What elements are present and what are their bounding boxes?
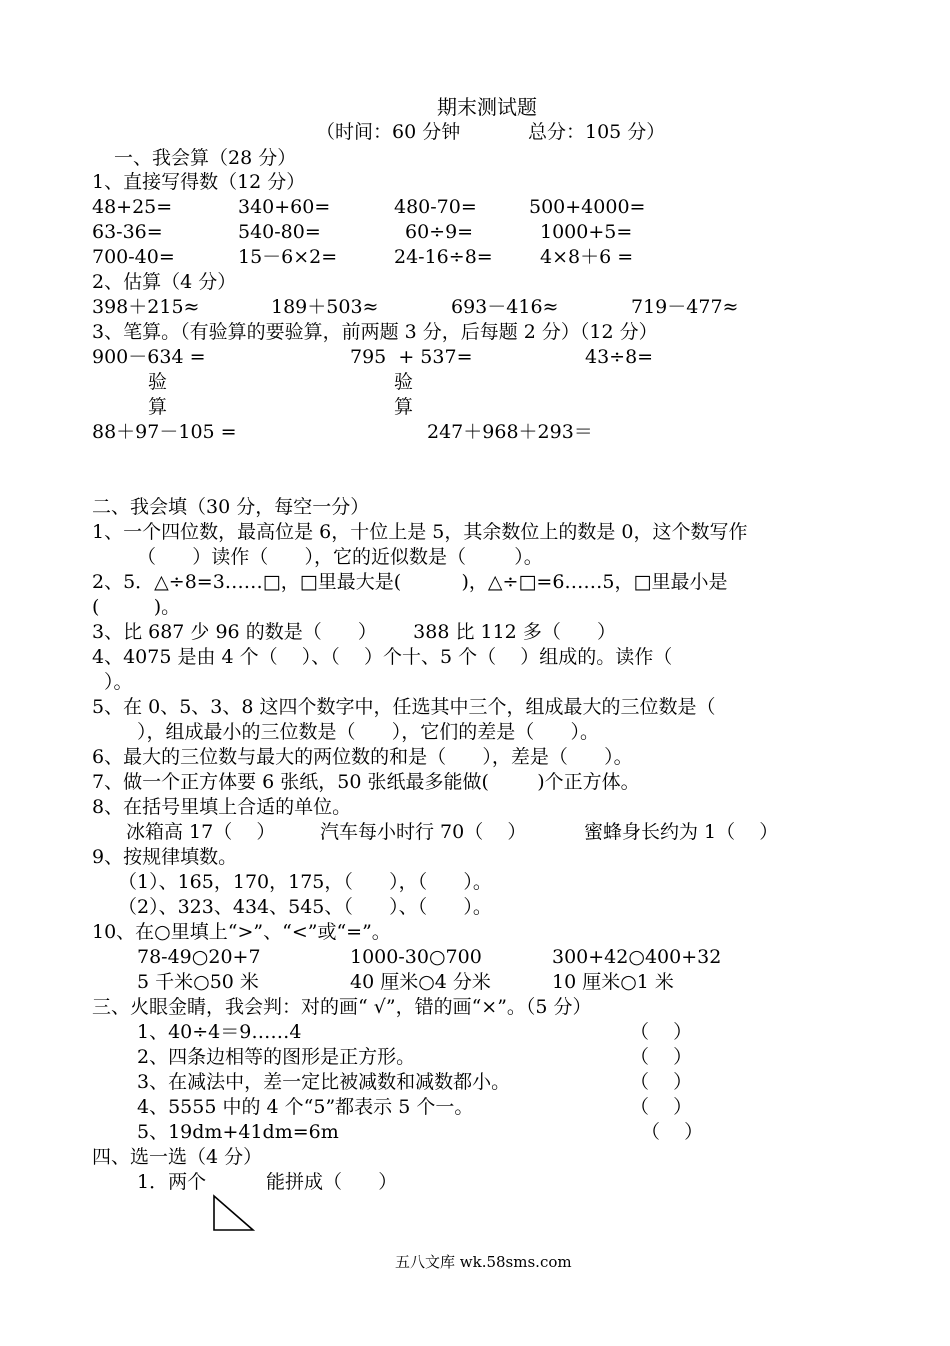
fill-line: 5、在 0、5、3、8 这四个数字中，任选其中三个，组成最大的三位数是（ [92,696,716,718]
compare-item: 10 厘米○1 米 [552,971,674,993]
fill-line: ）。 [104,671,133,693]
footer-watermark: 五八文库 wk.58sms.com [395,1253,572,1271]
judge-item: 5、19dm+41dm=6m [137,1121,339,1143]
choice-text: 能拼成（ ） [266,1171,398,1193]
written-calc-item: 43÷8= [585,346,654,368]
pattern-item: （2）、323、434、545、（ ）、（ ）。 [118,896,492,918]
fill-line: 7、做一个正方体要 6 张纸，50 张纸最多能做( )个正方体。 [92,771,640,793]
fill-line: 6、最大的三位数与最大的两位数的和是（ ），差是（ ）。 [92,746,633,768]
judge-bracket: （ ） [630,1096,693,1118]
q9-heading: 9、按规律填数。 [92,846,238,868]
judge-bracket: （ ） [630,1021,693,1043]
written-calc-item: 247＋968＋293＝ [427,421,593,443]
score-label: 总分：105 分） [528,121,666,143]
calc-item: 63-36= [92,221,163,243]
calc-item: 340+60= [238,196,331,218]
fill-line: ( )。 [92,596,181,618]
fill-line: 2、5．△÷8=3……□，□里最大是( )，△÷□=6……5，□里最小是 [92,571,728,593]
calc-item: 540-80= [238,221,321,243]
compare-item: 78-49○20+7 [137,946,261,968]
fill-line: 4、4075 是由 4 个（ ）、（ ）个十、5 个（ ）组成的。读作（ [92,646,673,668]
pattern-item: （1）、165，170，175，（ ），（ ）。 [118,871,492,893]
check-label-char: 验 [148,371,168,393]
written-calc-item: 795 + 537= [350,346,473,368]
estimate-item: 189＋503≈ [271,296,379,318]
estimate-item: 693－416≈ [451,296,559,318]
compare-item: 5 千米○50 米 [137,971,259,993]
unit-item: 蜜蜂身长约为 1（ ） [584,821,779,843]
fill-line: ），组成最小的三位数是（ ），它们的差是（ ）。 [137,721,599,743]
section-4-heading: 四、选一选（4 分） [92,1146,263,1168]
judge-item: 1、40÷4＝9……4 [137,1021,302,1043]
calc-item: 4×8＋6 = [540,246,634,268]
compare-item: 1000-30○700 [350,946,482,968]
written-calc-item: 88＋97－105 = [92,421,237,443]
estimate-item: 719－477≈ [631,296,739,318]
judge-bracket: （ ） [630,1046,693,1068]
fill-line: （ ）读作（ ），它的近似数是（ ）。 [137,546,543,568]
calc-item: 480-70= [394,196,477,218]
q3-heading: 3、笔算。（有验算的要验算，前两题 3 分，后每题 2 分）（12 分） [92,321,658,343]
judge-bracket: （ ） [630,1071,693,1093]
judge-item: 2、四条边相等的图形是正方形。 [137,1046,416,1068]
choice-text: 1．两个 [137,1171,207,1193]
q2-heading: 2、估算（4 分） [92,271,237,293]
unit-item: 冰箱高 17（ ） [126,821,276,843]
q1-heading: 1、直接写得数（12 分） [92,171,306,193]
fill-line: 1、一个四位数，最高位是 6，十位上是 5，其余数位上的数是 0，这个数写作 [92,521,748,543]
estimate-item: 398＋215≈ [92,296,200,318]
section-1-heading: 一、我会算（28 分） [114,147,297,169]
page-title: 期末测试题 [437,95,537,119]
compare-item: 300+42○400+32 [552,946,722,968]
right-triangle-icon [210,1193,258,1233]
judge-item: 3、在减法中，差一定比被减数和减数都小。 [137,1071,511,1093]
judge-item: 4、5555 中的 4 个“5”都表示 5 个一。 [137,1096,474,1118]
calc-item: 48+25= [92,196,173,218]
section-2-heading: 二、我会填（30 分，每空一分） [92,496,370,518]
judge-bracket: （ ） [641,1121,704,1143]
fill-line: 3、比 687 少 96 的数是（ ） 388 比 112 多（ ） [92,621,617,643]
check-label-char: 算 [394,396,414,418]
calc-item: 15－6×2= [238,246,338,268]
q10-heading: 10、在○里填上“>”、“<”或“=”。 [92,921,391,943]
calc-item: 24-16÷8= [394,246,493,268]
compare-item: 40 厘米○4 分米 [350,971,491,993]
fill-line: 8、在括号里填上合适的单位。 [92,796,352,818]
time-label: （时间：60 分钟 [316,121,461,143]
written-calc-item: 900－634 = [92,346,206,368]
calc-item: 60÷9= [405,221,474,243]
check-label-char: 验 [394,371,414,393]
calc-item: 500+4000= [529,196,646,218]
section-3-heading: 三、火眼金睛，我会判：对的画“ √”，错的画“×”。（5 分） [92,996,592,1018]
check-label-char: 算 [148,396,168,418]
calc-item: 1000+5= [540,221,633,243]
calc-item: 700-40= [92,246,175,268]
unit-item: 汽车每小时行 70（ ） [320,821,527,843]
